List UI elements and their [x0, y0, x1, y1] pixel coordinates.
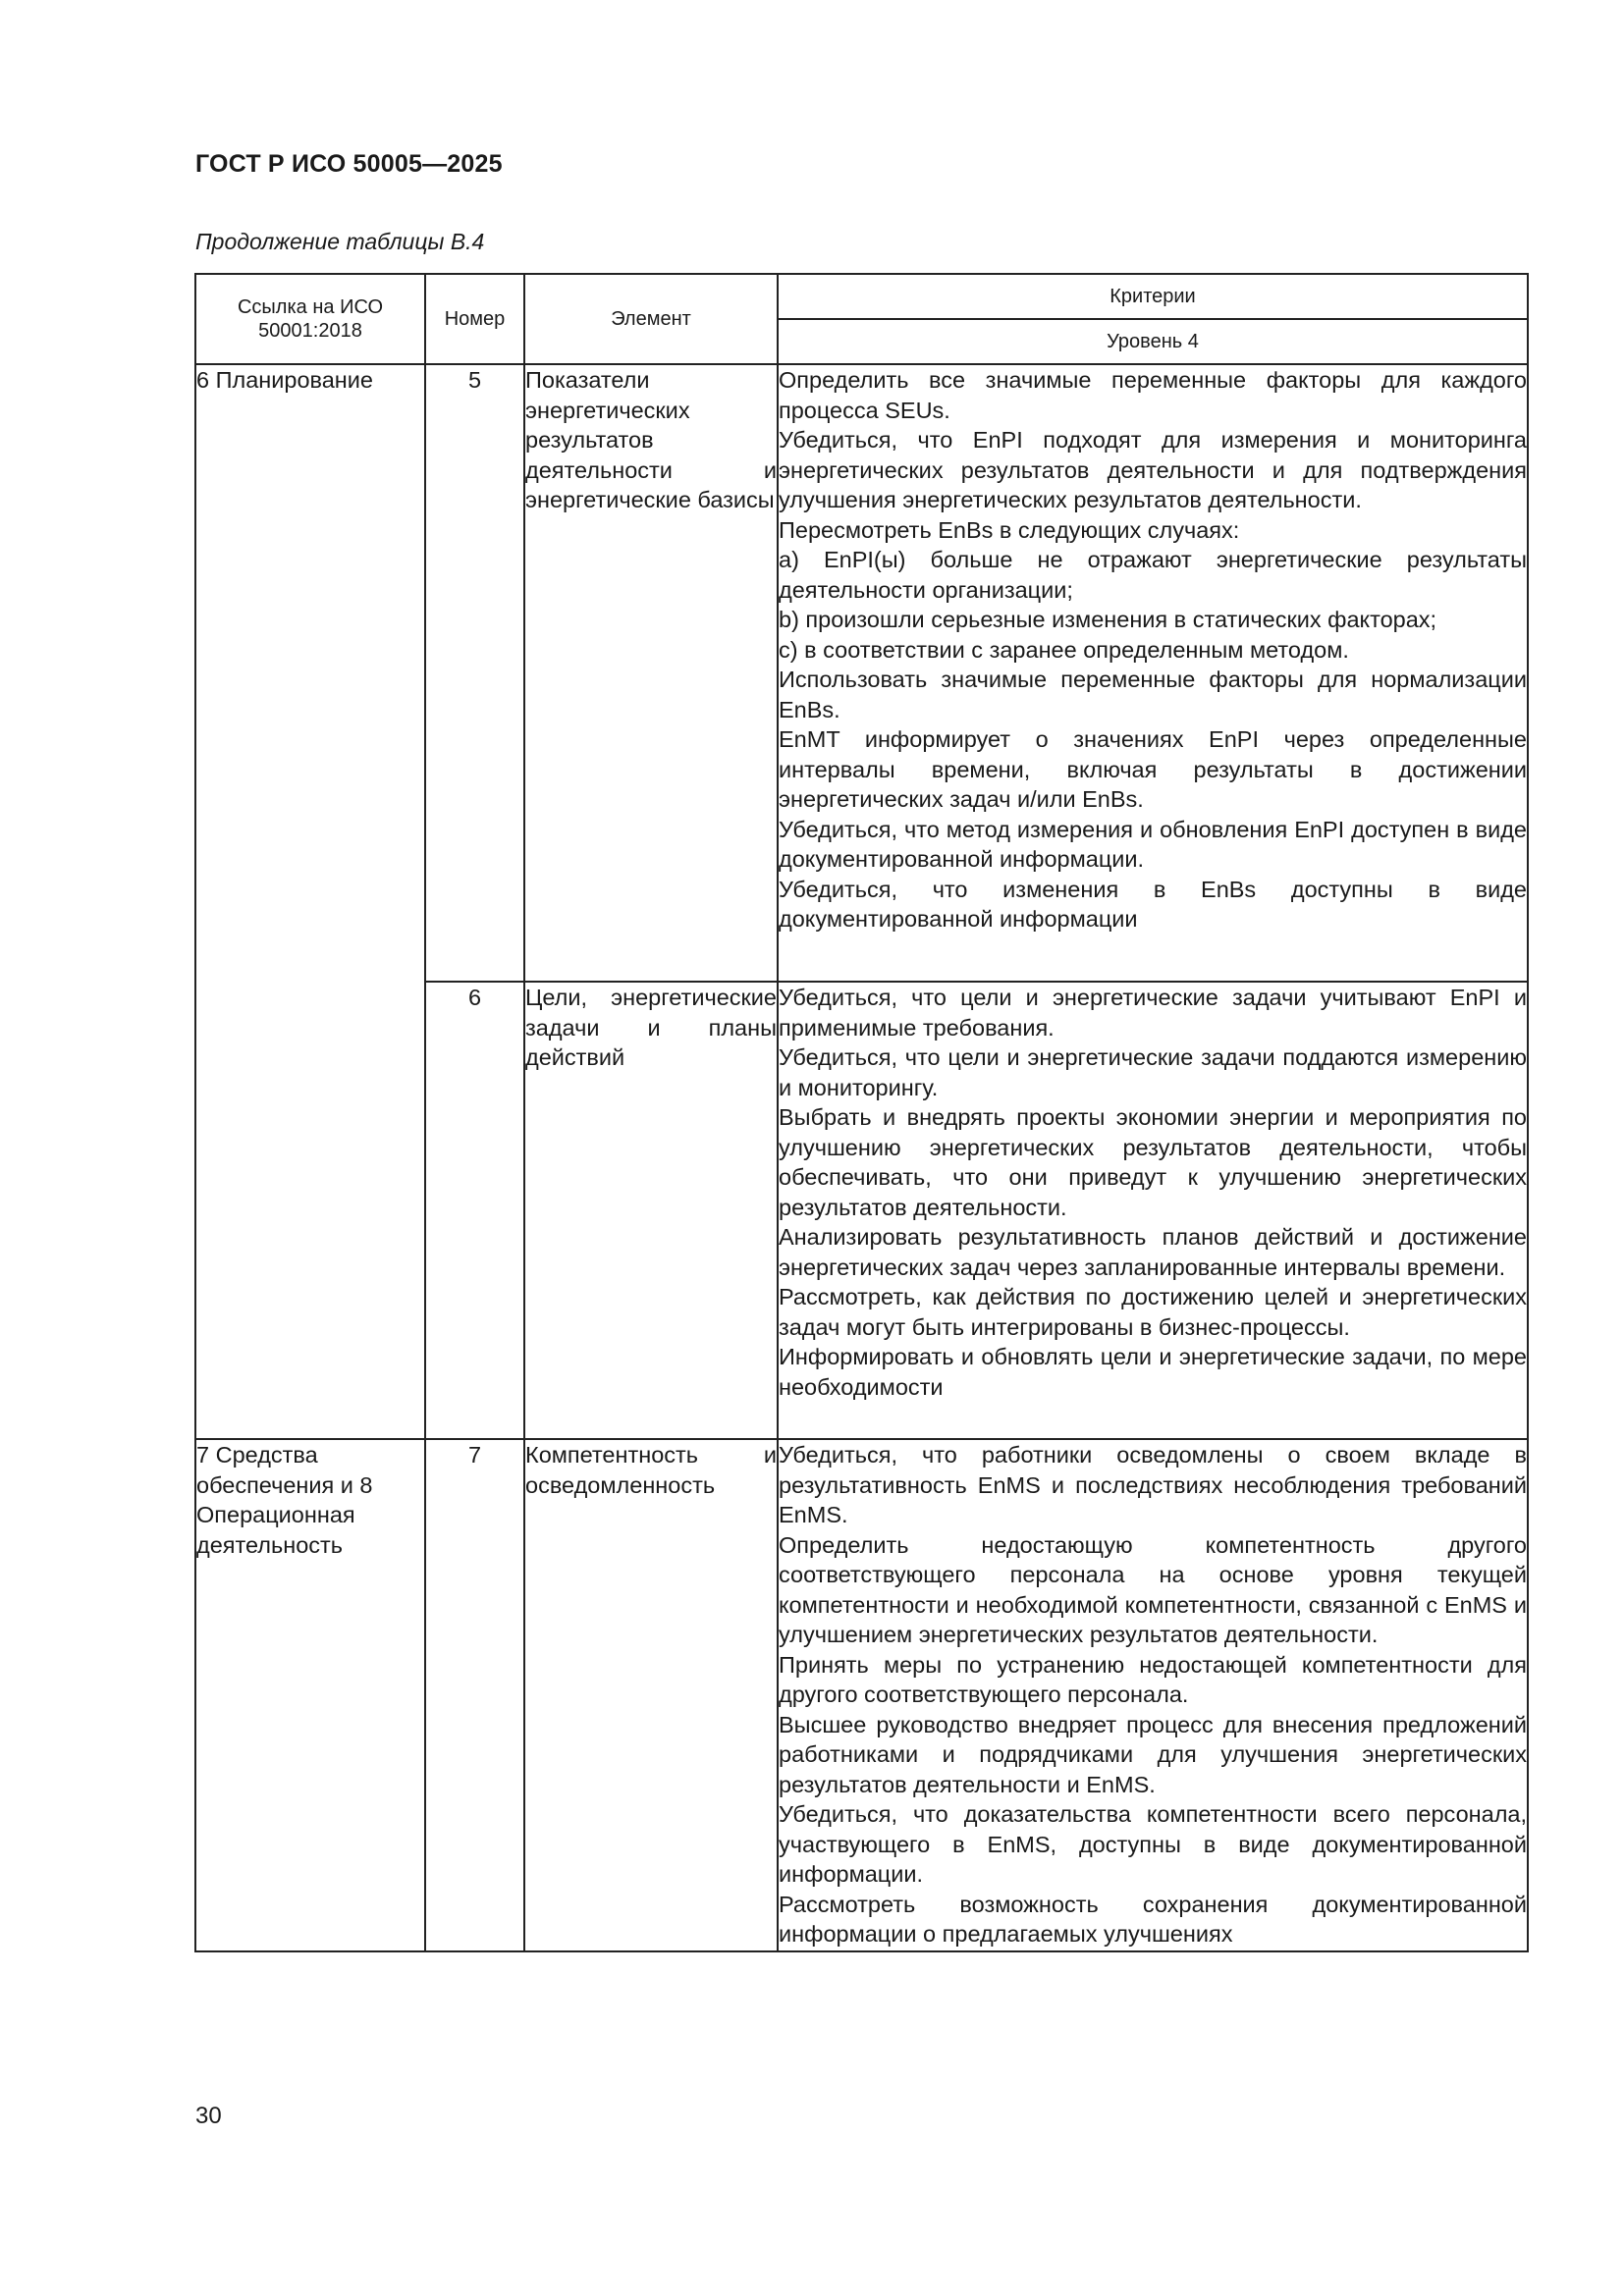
page-number: 30	[195, 2103, 222, 2129]
table-caption: Продолжение таблицы В.4	[195, 229, 485, 254]
criteria-line: b) произошли серьезные изменения в статических факторах;	[779, 607, 1437, 632]
criteria-line: Использовать значимые переменные факторы для нормализации EnBs.	[779, 667, 1527, 722]
criteria-line: Определить недостающую компетентность другого соответствующего персонала на основе уровня текущей компетентности и необходимой компетентности, связанной с EnMS и улучшением энергетических результатов деятельности.	[779, 1531, 1527, 1647]
criteria-line: Убедиться, что цели и энергетические задачи поддаются измерению и мониторингу.	[779, 1044, 1527, 1100]
criteria-line: Убедиться, что изменения в EnBs доступны в виде документированной информации	[779, 876, 1527, 932]
criteria-cell	[778, 1439, 1528, 1951]
col-header-criteria: Критерии	[778, 274, 1528, 319]
criteria-line: c) в соответствии с заранее определенным методом.	[779, 636, 1349, 663]
criteria-line: Информировать и обновлять цели и энергетические задачи, по мере необходимости	[779, 1344, 1527, 1400]
criteria-line: Убедиться, что EnPI подходят для измерения и мониторинга энергетических результатов деятельности и для подтверждения улучшения энергетических результатов деятельности.	[779, 427, 1527, 512]
criteria-line: Убедиться, что работники осведомлены о своем вкладе в результативность EnMS и последствиях несоблюдения требований EnMS.	[779, 1442, 1527, 1527]
number-cell: 5	[425, 364, 524, 982]
document-id: ГОСТ Р ИСО 50005—2025	[195, 150, 503, 178]
criteria-table	[194, 273, 1529, 1952]
table-row	[195, 364, 1528, 982]
col-header-level: Уровень 4	[778, 319, 1528, 364]
criteria-line: EnMT информирует о значениях EnPI через определенные интервалы времени, включая результаты в достижении энергетических задач и/или EnBs.	[779, 726, 1527, 812]
element-cell: Цели, энергетические задачи и планы действий	[524, 982, 778, 1439]
criteria-line: Убедиться, что доказательства компетентности всего персонала, участвующего в EnMS, доступны в виде документированной информации.	[779, 1801, 1527, 1887]
criteria-line: Убедиться, что цели и энергетические задачи учитывают EnPI и применимые требования.	[779, 985, 1527, 1041]
element-cell: Показатели энергетических результатов деятельности и энергетические базисы	[524, 364, 778, 982]
criteria-line: Рассмотреть, как действия по достижению целей и энергетических задач могут быть интегрированы в бизнес-процессы.	[779, 1284, 1527, 1340]
criteria-line: Убедиться, что метод измерения и обновления EnPI доступен в виде документированной информации.	[779, 816, 1527, 872]
criteria-line: Анализировать результативность планов действий и достижение энергетических задач через запланированные интервалы времени.	[779, 1224, 1527, 1280]
ref-cell: 7 Средства обеспечения и 8 Операционная деятельность	[195, 1439, 425, 1951]
number-cell: 7	[425, 1439, 524, 1951]
criteria-line: a) EnPI(ы) больше не отражают энергетические результаты деятельности организации;	[779, 547, 1527, 603]
col-header-number: Номер	[425, 274, 524, 364]
criteria-line: Выбрать и внедрять проекты экономии энергии и мероприятия по улучшению энергетических результатов деятельности, чтобы обеспечивать, что они приведут к улучшению энергетических результатов деятельности.	[779, 1104, 1527, 1220]
criteria-line: Пересмотреть EnBs в следующих случаях:	[779, 516, 1240, 543]
table-row	[195, 1439, 1528, 1951]
number-cell: 6	[425, 982, 524, 1439]
criteria-line: Принять меры по устранению недостающей компетентности для другого соответствующего персонала.	[779, 1651, 1527, 1707]
element-cell: Компетентность и осведомленность	[524, 1439, 778, 1951]
criteria-cell	[778, 982, 1528, 1439]
col-header-ref: Ссылка на ИСО 50001:2018	[195, 274, 425, 364]
table-header	[195, 274, 1528, 364]
col-header-element: Элемент	[524, 274, 778, 364]
ref-cell: 6 Планирование	[195, 364, 425, 1439]
criteria-line: Определить все значимые переменные факторы для каждого процесса SEUs.	[779, 367, 1527, 423]
criteria-cell	[778, 364, 1528, 982]
criteria-line: Высшее руководство внедряет процесс для внесения предложений работниками и подрядчиками для улучшения энергетических результатов деятельности и EnMS.	[779, 1711, 1527, 1797]
criteria-line: Рассмотреть возможность сохранения документированной информации о предлагаемых улучшениях	[779, 1891, 1527, 1947]
